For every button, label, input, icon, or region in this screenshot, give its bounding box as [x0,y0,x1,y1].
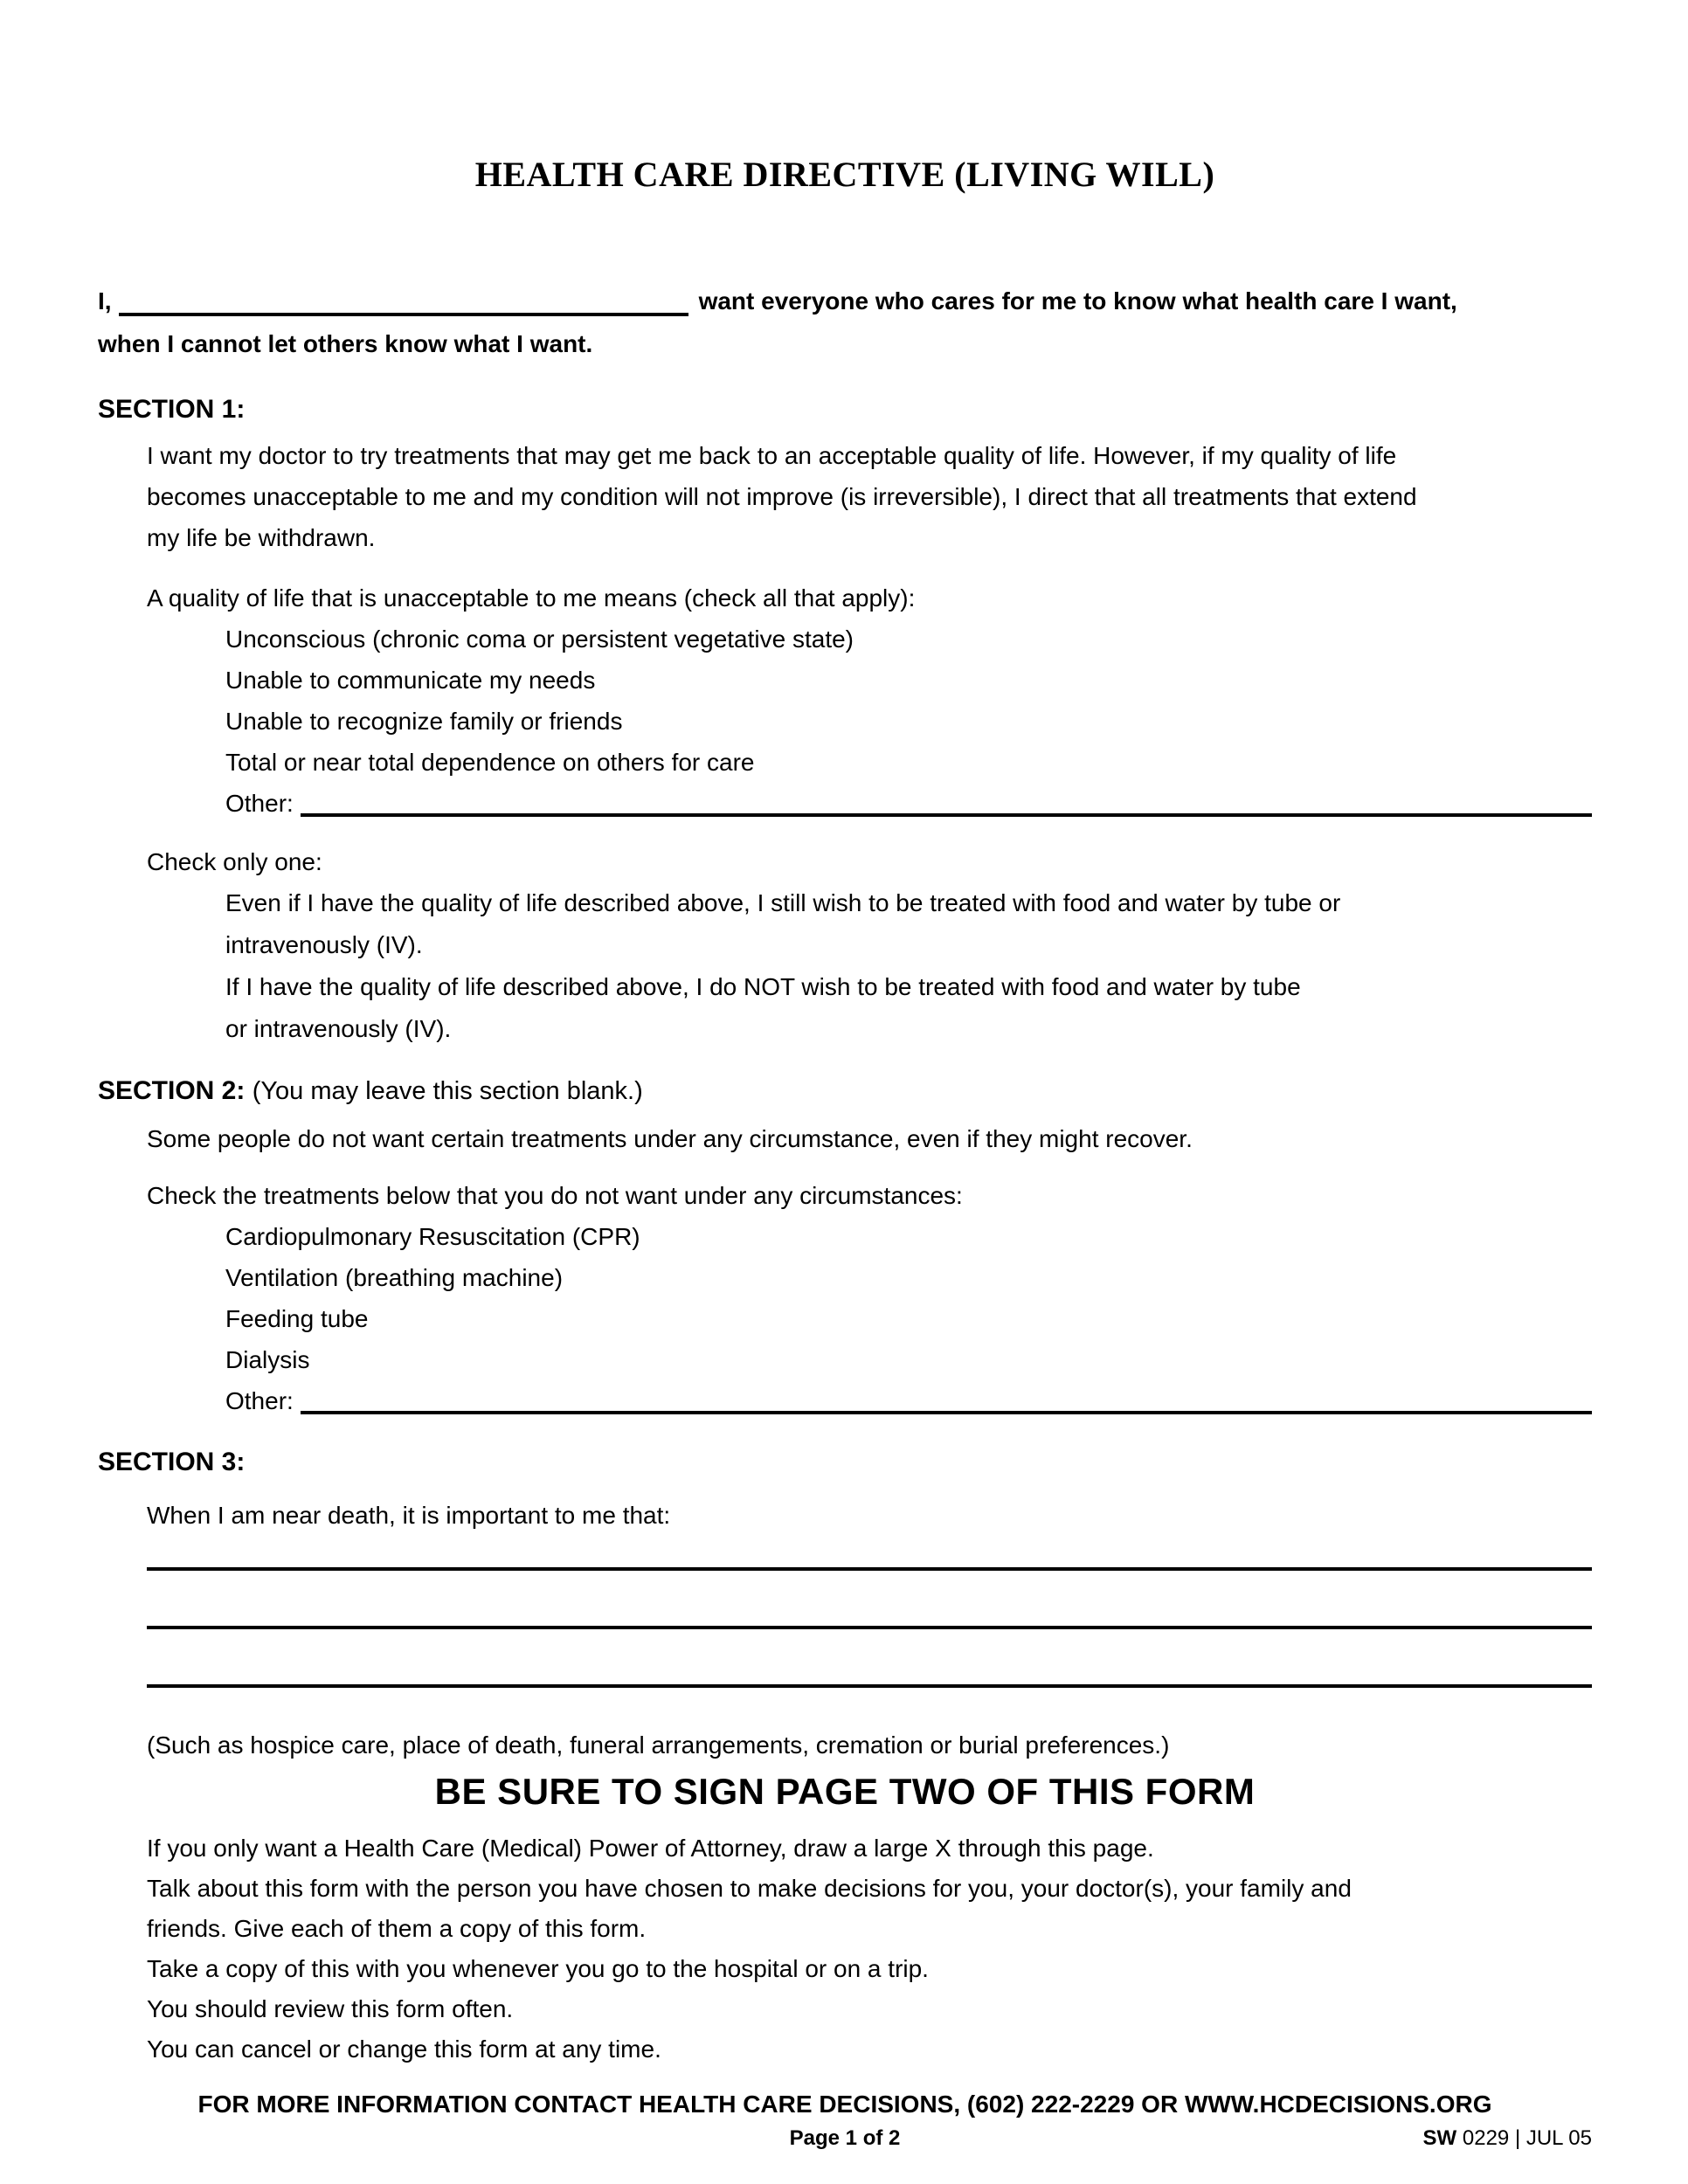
instruction-line: You can cancel or change this form at any time. [147,2035,661,2063]
intro-line1 [98,280,1592,322]
check-item-dependence[interactable]: Total or near total dependence on others for care [225,749,755,776]
check-only-one-label: Check only one: [147,848,322,875]
footer-contact-line: FOR MORE INFORMATION CONTACT HEALTH CARE DECISIONS, (602) 222-2229 OR WWW.HCDECISIONS.ORG [197,2091,1492,2118]
check-item-unconscious[interactable]: Unconscious (chronic coma or persistent vegetative state) [225,625,854,653]
check-item-recognize[interactable]: Unable to recognize family or friends [225,708,623,735]
quality-of-life-list [225,619,1592,824]
section1-other-row [225,783,1592,824]
name-blank[interactable] [119,287,688,316]
form-code [1423,2125,1592,2152]
option-line: or intravenously (IV). [225,1015,452,1042]
footer-row [98,2125,1592,2152]
section2-heading-label: SECTION 2: [98,1076,246,1105]
section1-paragraph-line: my life be withdrawn. [147,524,376,551]
treatments-list [225,1216,1592,1421]
food-water-options [225,882,1592,1050]
section1-other-label: Other: [225,790,294,817]
check-item-dialysis[interactable]: Dialysis [225,1346,310,1373]
instruction-line: If you only want a Health Care (Medical) Power of Attorney, draw a large X through this page. [147,1835,1154,1862]
check-item-feeding-tube[interactable]: Feeding tube [225,1305,369,1332]
section2-paragraph: Some people do not want certain treatments under any circumstance, even if they might recover. [147,1125,1193,1152]
form-code-prefix: SW [1422,2126,1457,2150]
section1-other-blank[interactable] [301,783,1592,817]
section3-heading: SECTION 3: [98,1448,246,1476]
quality-of-life-prompt: A quality of life that is unacceptable to me means (check all that apply): [147,584,916,612]
section1-heading: SECTION 1: [98,395,246,424]
sign-page-two-banner: BE SURE TO SIGN PAGE TWO OF THIS FORM [434,1771,1256,1812]
writing-line[interactable] [147,1571,1592,1629]
instruction-line: friends. Give each of them a copy of this form. [147,1915,647,1942]
check-item-communicate[interactable]: Unable to communicate my needs [225,667,596,694]
option-line: Even if I have the quality of life described above, I still wish to be treated with food and water by tube or [225,889,1341,916]
section2-other-row [225,1380,1592,1421]
section1-paragraph-line: becomes unacceptable to me and my condition will not improve (is irreversible), I direct that all treatments that extend [147,483,1417,510]
instruction-line: Take a copy of this with you whenever you go to the hospital or on a trip. [147,1955,929,1982]
instructions [147,1828,1592,2070]
writing-line[interactable] [147,1536,1592,1571]
intro-line2: when I cannot let others know what I want. [98,330,593,357]
instruction-line: You should review this form often. [147,1995,514,2022]
intro-prefix: I, [98,287,112,314]
form-code-rest: 0229 | JUL 05 [1456,2126,1592,2150]
option-food-water-no[interactable] [225,966,1592,1050]
section3-prompt: When I am near death, it is important to me that: [147,1502,671,1529]
section3-writing-area [147,1536,1592,1688]
option-line: If I have the quality of life described above, I do NOT wish to be treated with food and water by tube [225,973,1301,1000]
intro-after-blank: want everyone who cares for me to know what health care I want, [698,287,1457,314]
intro-paragraph [98,280,1592,365]
section2-other-label: Other: [225,1387,294,1414]
check-item-ventilation[interactable]: Ventilation (breathing machine) [225,1264,564,1291]
section2-heading [98,1071,1592,1111]
section1-paragraph-line: I want my doctor to try treatments that may get me back to an acceptable quality of life. However, if my quality of life [147,442,1397,469]
writing-line[interactable] [147,1629,1592,1688]
instruction-line: Talk about this form with the person you have chosen to make decisions for you, your doctor(s), your family and [147,1875,1352,1902]
treatments-prompt: Check the treatments below that you do not want under any circumstances: [147,1182,963,1209]
page-number: Page 1 of 2 [789,2126,901,2150]
section3-prompt-row [147,1495,1592,1536]
section3-note: (Such as hospice care, place of death, funeral arrangements, cremation or burial preferences.) [147,1731,1170,1759]
section2-other-blank[interactable] [301,1380,1592,1414]
section1-paragraph [147,435,1592,558]
option-food-water-yes[interactable] [225,882,1592,966]
check-item-cpr[interactable]: Cardiopulmonary Resuscitation (CPR) [225,1223,640,1250]
option-line: intravenously (IV). [225,931,423,958]
document-title: HEALTH CARE DIRECTIVE (LIVING WILL) [474,155,1215,194]
section2-heading-note-text: (You may leave this section blank.) [252,1077,643,1105]
